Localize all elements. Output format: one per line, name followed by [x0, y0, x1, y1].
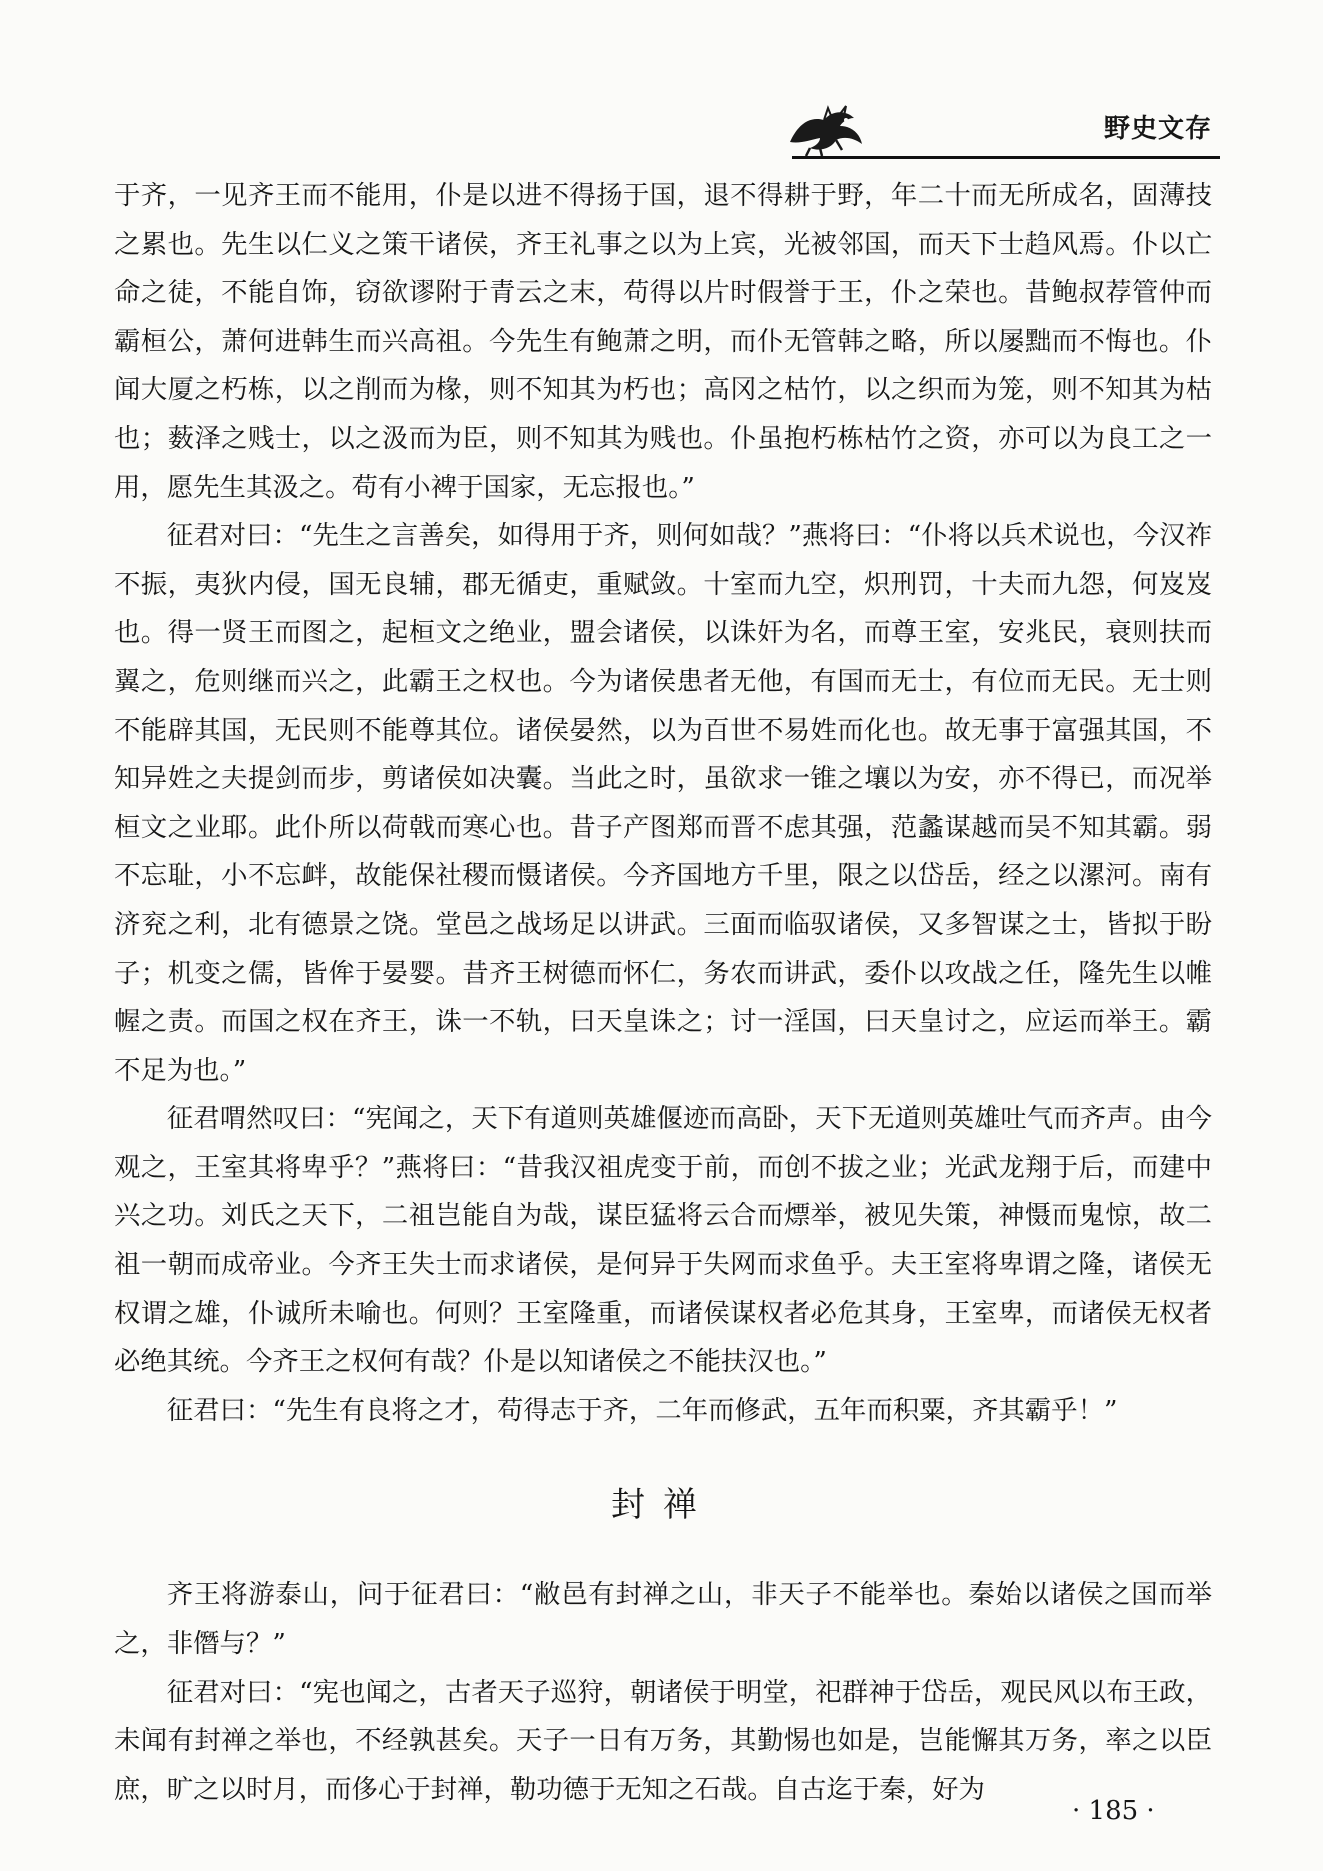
paragraph: 征君对曰：“先生之言善矣，如得用于齐，则何如哉？”燕将曰：“仆将以兵术说也，今汉祚不振，夷狄内侵，国无良辅，郡无循吏，重赋敛。十室而九空，炽刑罚，十夫而九怨，何岌岌也。得一贤王而图之，起桓文之绝业，盟会诸侯，以诛奸为名，而尊王室，安兆民，衰则扶而翼之，危则继而兴之，此霸王之权也。今为诸侯患者无他，有国而无士，有位而无民。无士则不能辟其国，无民则不能尊其位。诸侯晏然，以为百世不易姓而化也。故无事于富强其国，不知异姓之夫提剑而步，剪诸侯如决囊。当此之时，虽欲求一锥之壤以为安，亦不得已，而况举桓文之业耶。此仆所以荷戟而寒心也。昔子产图郑而晋不虑其强，范蠡谋越而吴不知其霸。弱不忘耻，小不忘衅，故能保社稷而慑诸侯。今齐国地方千里，限之以岱岳，经之以漯河。南有济兖之利，北有德景之饶。堂邑之战场足以讲武。三面而临驭诸侯，又多智谋之士，皆拟于盼子；机变之儒，皆侔于晏婴。昔齐王树德而怀仁，务农而讲武，委仆以攻战之任，隆先生以帷幄之责。而国之权在齐王，诛一不轨，曰天皇诛之；讨一淫国，曰天皇讨之，应运而举王。霸不足为也。”	[114, 520, 1212, 1086]
paragraph: 征君曰：“先生有良将之才，苟得志于齐，二年而修武，五年而积粟，齐其霸乎！”	[166, 1394, 1118, 1426]
paragraph: 征君对曰：“宪也闻之，古者天子巡狩，朝诸侯于明堂，祀群神于岱岳，观民风以布王政，未闻有封禅之举也，不经孰甚矣。天子一日有万务，其勤惕也如是，岂能懈其万务，率之以臣庶，旷之以时月，而侈心于封禅，勒功德于无知之石哉。自古迄于秦，好为	[114, 1676, 1212, 1805]
paragraph: 于齐，一见齐王而不能用，仆是以进不得扬于国，退不得耕于野，年二十而无所成名，固薄技之累也。先生以仁义之策干诸侯，齐王礼事之以为上宾，光被邻国，而天下士趋风焉。仆以亡命之徒，不能自饰，窃欲谬附于青云之末，苟得以片时假誉于王，仆之荣也。昔鲍叔荐管仲而霸桓公，萧何进韩生而兴高祖。今先生有鲍萧之明，而仆无管韩之略，所以屡黜而不悔也。仆闻大厦之朽栋，以之削而为椽，则不知其为朽也；高冈之枯竹，以之织而为笼，则不知其为枯也；薮泽之贱士，以之汲而为臣，则不知其为贱也。仆虽抱朽栋枯竹之资，亦可以为良工之一用，愿先生其汲之。苟有小裨于国家，无忘报也。”	[114, 180, 1212, 503]
page-body	[114, 172, 1212, 1814]
header-rule	[792, 156, 1220, 159]
section-title: 封禅	[611, 1485, 715, 1526]
page-number: · 185 ·	[1072, 1796, 1155, 1826]
paragraph: 齐王将游泰山，问于征君曰：“敝邑有封禅之山，非天子不能举也。秦始以诸侯之国而举之，非僭与？”	[114, 1579, 1212, 1660]
dragon-emblem-icon	[780, 104, 870, 156]
header-title: 野史文存	[1103, 114, 1212, 144]
paragraph: 征君喟然叹曰：“宪闻之，天下有道则英雄偃迹而高卧，天下无道则英雄吐气而齐声。由今观之，王室其将卑乎？”燕将曰：“昔我汉祖虎变于前，而创不拔之业；光武龙翔于后，而建中兴之功。刘氏之天下，二祖岂能自为哉，谋臣猛将云合而熛举，被见失策，神慑而鬼惊，故二祖一朝而成帝业。今齐王失士而求诸侯，是何异于失网而求鱼乎。夫王室将卑谓之隆，诸侯无权谓之雄，仆诚所未喻也。何则？王室隆重，而诸侯谋权者必危其身，王室卑，而诸侯无权者必绝其统。今齐王之权何有哉？仆是以知诸侯之不能扶汉也。”	[114, 1103, 1212, 1378]
running-header	[780, 100, 1220, 162]
